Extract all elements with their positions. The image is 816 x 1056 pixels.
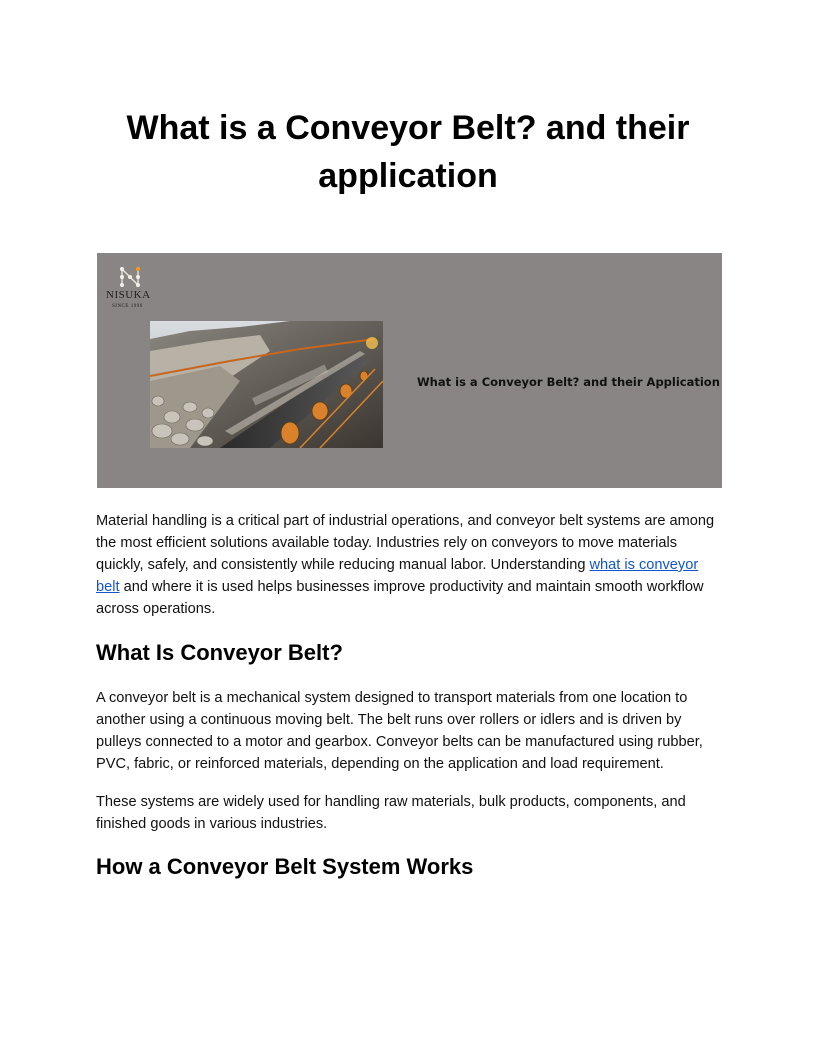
- logo-wordmark: NISUKA: [106, 289, 151, 301]
- section-heading-what-is: What Is Conveyor Belt?: [96, 640, 343, 665]
- section-heading-how-it-works: How a Conveyor Belt System Works: [96, 854, 474, 879]
- banner-caption: What is a Conveyor Belt? and their Application: [417, 375, 720, 389]
- intro-text-end: and where it is used helps businesses improve productivity and maintain smooth workflow across operations.: [96, 579, 704, 617]
- featured-banner: [97, 253, 722, 488]
- document-title: What is a Conveyor Belt? and their application: [126, 109, 690, 195]
- intro-paragraph: [96, 510, 722, 620]
- logo-tagline: SINCE 1996: [112, 304, 143, 309]
- conveyor-mine-photo: [150, 321, 383, 448]
- definition-paragraph: A conveyor belt is a mechanical system designed to transport materials from one location to another using a continuous moving belt. The belt runs over rollers or idlers and is driven by pulleys connected to a motor and gearbox. Conveyor belts can be manufactured using rubber, PVC, fabric, or reinforced materials, depending on the application and load requirement.: [96, 690, 703, 772]
- conveyor-belt-link[interactable]: what is conveyor belt: [96, 557, 699, 595]
- usage-paragraph: These systems are widely used for handling raw materials, bulk products, components, and finished goods in various industries.: [96, 794, 686, 832]
- intro-text-start: Material handling is a critical part of industrial operations, and conveyor belt systems are among the most efficient solutions available today. Industries rely on conveyors to move materials quickly, safely, and consistently while reducing manual labor. Understanding: [96, 513, 715, 573]
